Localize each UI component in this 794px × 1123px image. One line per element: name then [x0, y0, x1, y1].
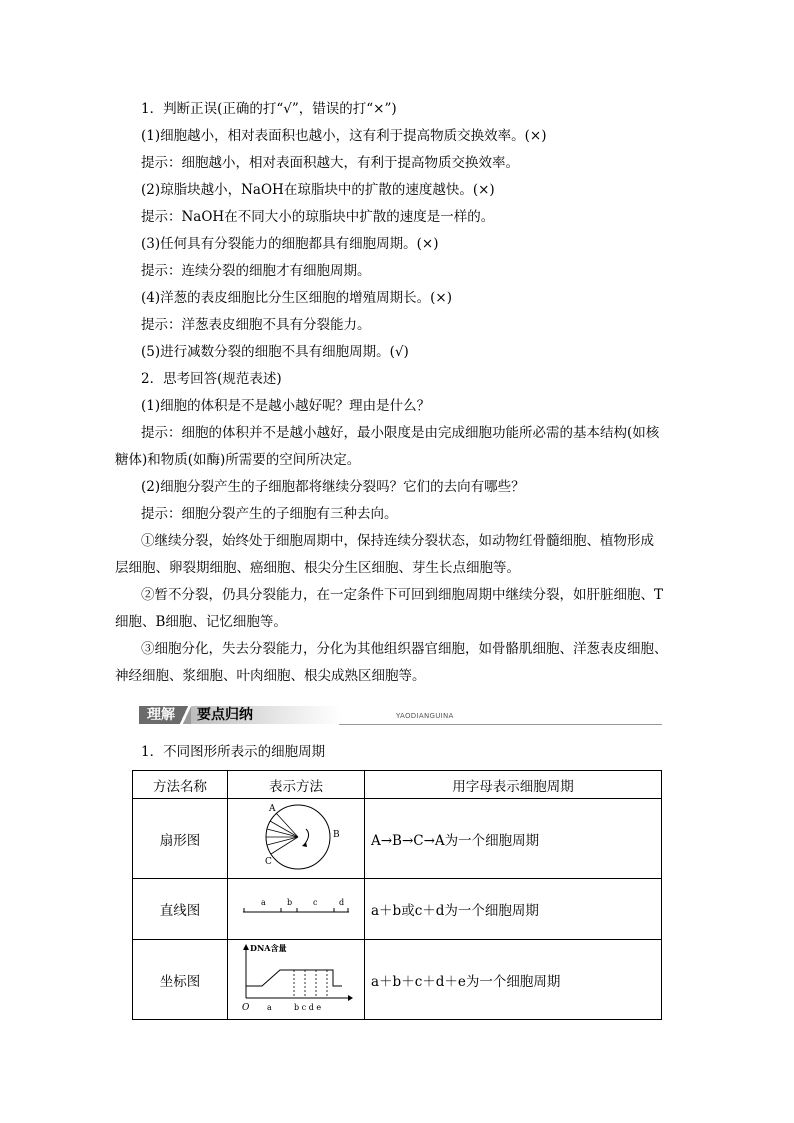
coord-label-bcde: b c d e: [294, 1002, 322, 1012]
text-line: 层细胞、卵裂期细胞、癌细胞、根尖分生区细胞、芽生长点细胞等。: [115, 560, 520, 576]
line-label-b: b: [287, 898, 293, 907]
text-line: (5)进行减数分裂的细胞不具有细胞周期。(√): [141, 344, 409, 360]
row-name-line: 直线图: [133, 879, 228, 940]
line-label-a: a: [261, 898, 266, 907]
text-line: 提示：洋葱表皮细胞不具有分裂能力。: [141, 317, 371, 333]
text-line: 糖体)和物质(如酶)所需要的空间所决定。: [115, 452, 361, 468]
row-name-coordinate: 坐标图: [133, 940, 228, 1020]
text-line: ②暂不分裂，仍具分裂能力，在一定条件下可回到细胞周期中继续分裂，如肝脏细胞、T: [141, 587, 664, 603]
section-pinyin: YAODIANGUINA: [396, 712, 454, 720]
line-diagram: [228, 879, 365, 940]
text-line: 提示：细胞的体积并不是越小越好，最小限度是由完成细胞功能所必需的基本结构(如核: [141, 425, 660, 441]
header-method-name: 方法名称: [133, 771, 228, 799]
line-diagram-svg: [241, 892, 351, 922]
text-line: 提示：细胞分裂产生的子细胞有三种去向。: [141, 506, 398, 522]
text-line: 提示：细胞越小，相对表面积越大，有利于提高物质交换效率。: [141, 155, 519, 171]
text-line: 提示：连续分裂的细胞才有细胞周期。: [141, 263, 371, 279]
section-tab-key-points: 要点归纳: [191, 706, 341, 724]
text-line: (2)细胞分裂产生的子细胞都将继续分裂吗？它们的去向有哪些？: [141, 479, 525, 495]
text-line: 2．思考回答(规范表述): [141, 371, 282, 387]
sector-label-c: C: [265, 856, 272, 867]
coordinate-diagram: [228, 940, 365, 1020]
line-label-d: d: [339, 898, 345, 907]
table-row: [133, 799, 662, 879]
text-line: (1)细胞越小，相对表面积也越小，这有利于提高物质交换效率。(×): [141, 128, 547, 144]
table-title: 1．不同图形所表示的细胞周期: [141, 744, 326, 760]
text-line: 神经细胞、浆细胞、叶肉细胞、根尖成熟区细胞等。: [115, 668, 426, 684]
cell-cycle-table: [132, 770, 662, 1020]
row-desc-line: a＋b或c＋d为一个细胞周期: [365, 879, 662, 940]
row-desc-coordinate: a＋b＋c＋d＋e为一个细胞周期: [365, 940, 662, 1020]
section-slash-decoration: [179, 706, 191, 724]
coordinate-diagram-svg: [236, 942, 356, 1014]
line-label-c: c: [313, 898, 318, 907]
row-name-sector: 扇形图: [133, 799, 228, 879]
sector-diagram-svg: [246, 801, 346, 873]
text-line: (2)琼脂块越小，NaOH在琼脂块中的扩散的速度越快。(×): [141, 182, 495, 198]
text-line: (4)洋葱的表皮细胞比分生区细胞的增殖周期长。(×): [141, 290, 452, 306]
text-line: (3)任何具有分裂能力的细胞都具有细胞周期。(×): [141, 236, 439, 252]
text-line: ①继续分裂，始终处于细胞周期中，保持连续分裂状态，如动物红骨髓细胞、植物形成: [141, 533, 654, 549]
text-line: 细胞、B细胞、记忆细胞等。: [115, 614, 287, 630]
table-row: [133, 940, 662, 1020]
header-representation: 表示方法: [228, 771, 365, 799]
table-header-row: [133, 771, 662, 799]
section-rule: [339, 724, 662, 725]
sector-label-b: B: [333, 829, 340, 840]
section-header: [139, 705, 662, 725]
sector-diagram: [228, 799, 365, 879]
header-letters: 用字母表示细胞周期: [365, 771, 662, 799]
table-row: [133, 879, 662, 940]
section-tab-understand: 理解: [139, 706, 183, 724]
text-line: 1．判断正误(正确的打“√”，错误的打“×”): [141, 101, 397, 117]
text-line: 提示：NaOH在不同大小的琼脂块中扩散的速度是一样的。: [141, 209, 495, 225]
coord-origin: O: [242, 1002, 250, 1013]
text-line: ③细胞分化，失去分裂能力，分化为其他组织器官细胞，如骨骼肌细胞、洋葱表皮细胞、: [141, 641, 668, 657]
coord-label-a: a: [267, 1002, 272, 1012]
coord-ylabel: DNA含量: [250, 942, 287, 953]
text-line: (1)细胞的体积是不是越小越好呢？理由是什么？: [141, 398, 431, 414]
sector-label-a: A: [269, 803, 276, 814]
row-desc-sector: A→B→C→A为一个细胞周期: [365, 799, 662, 879]
